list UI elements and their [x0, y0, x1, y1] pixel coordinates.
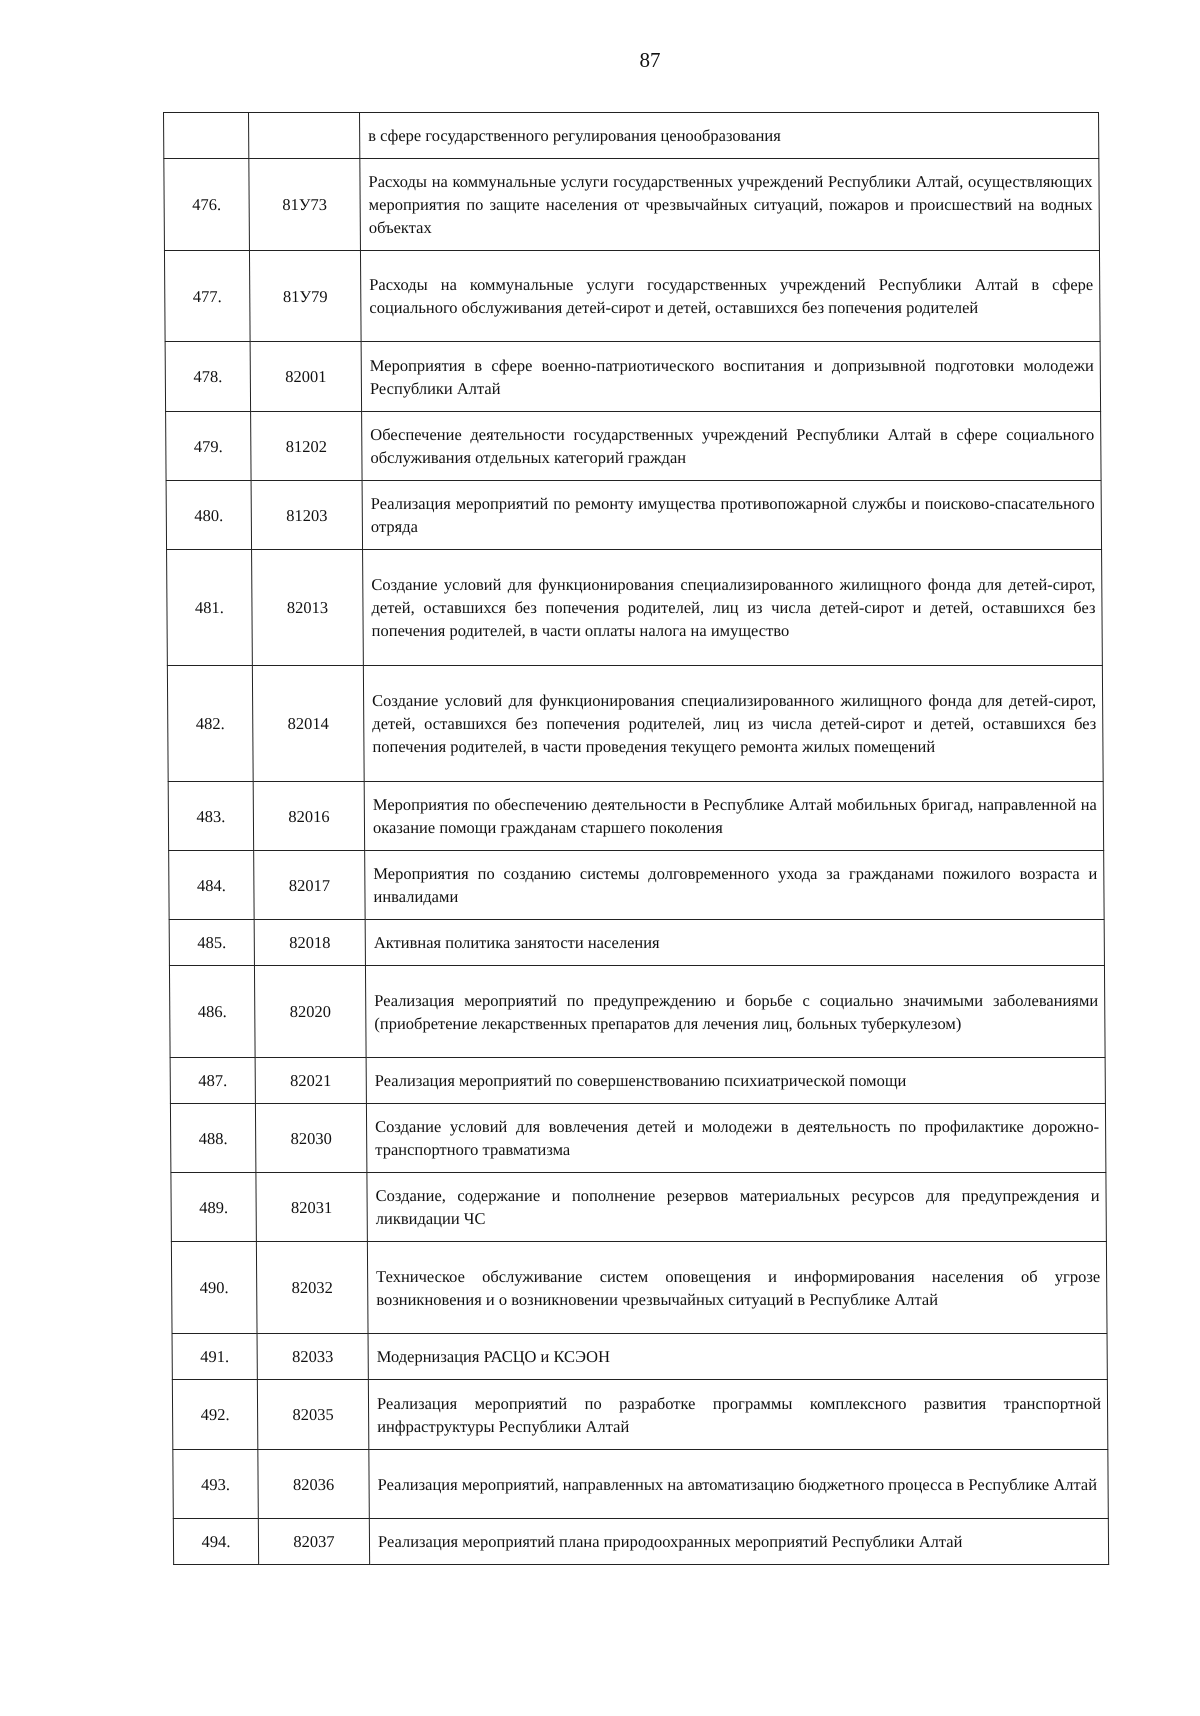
row-code-cell: 82021 — [255, 1058, 366, 1104]
row-description-cell: Мероприятия в сфере военно-патриотического воспитания и допризывной подготовки молодежи Республики Алтай — [361, 342, 1100, 412]
row-description-cell: Мероприятия по обеспечению деятельности в Республике Алтай мобильных бригад, направленной на оказание помощи гражданам старшего поколения — [364, 782, 1103, 851]
row-number-cell: 494. — [173, 1519, 258, 1565]
row-number-cell: 477. — [164, 251, 250, 342]
row-description-cell: Реализация мероприятий, направленных на автоматизацию бюджетного процесса в Республике Алтай — [369, 1450, 1108, 1519]
row-code-cell: 82017 — [254, 851, 365, 920]
row-description-cell: Реализация мероприятий по предупреждению и борьбе с социально значимыми заболеваниями (приобретение лекарственных препаратов для лечения лиц, больных туберкулезом) — [365, 966, 1105, 1058]
table-row — [167, 550, 1103, 666]
table-row — [169, 920, 1104, 966]
row-code-cell: 82036 — [258, 1450, 369, 1519]
row-number-cell: 478. — [165, 342, 250, 412]
row-code-cell: 81У79 — [249, 251, 361, 342]
row-number-cell: 487. — [170, 1058, 255, 1104]
table-row — [170, 1104, 1105, 1173]
row-number-cell: 486. — [169, 966, 255, 1058]
row-description-cell: Техническое обслуживание систем оповещения и информирования населения об угрозе возникновения и о возникновении чрезвычайных ситуаций в Республике Алтай — [367, 1242, 1107, 1334]
row-code-cell: 82013 — [252, 550, 364, 666]
row-description-cell: Расходы на коммунальные услуги государственных учреждений Республики Алтай, осуществляющих мероприятия по защите населения от чрезвычайных ситуаций, пожаров и происшествий на водных объектах — [360, 159, 1100, 251]
row-code-cell: 82030 — [255, 1104, 366, 1173]
row-description-cell: Активная политика занятости населения — [365, 920, 1104, 966]
table-row — [168, 782, 1103, 851]
row-number-cell — [164, 113, 249, 159]
row-code-cell: 82033 — [257, 1334, 368, 1380]
row-number-cell: 483. — [168, 782, 253, 851]
row-code-cell: 82018 — [254, 920, 365, 966]
table-row — [171, 1242, 1107, 1334]
row-description-cell: Создание условий для функционирования специализированного жилищного фонда для детей-сирот, детей, оставшихся без попечения родителей, лиц из числа детей-сирот и детей, оставшихся без попечения родителей, в части проведения текущего ремонта жилых помещений — [363, 666, 1103, 782]
row-code-cell: 81203 — [251, 481, 362, 550]
row-description-cell: Создание условий для функционирования специализированного жилищного фонда для детей-сирот, детей, оставшихся без попечения родителей, лиц из числа детей-сирот и детей, оставшихся без попечения родителей, в части оплаты налога на имущество — [363, 550, 1103, 666]
row-number-cell: 492. — [172, 1380, 257, 1450]
row-code-cell: 82031 — [256, 1173, 367, 1242]
budget-codes-table — [163, 112, 1109, 1565]
row-code-cell: 82016 — [253, 782, 364, 851]
row-number-cell: 476. — [164, 159, 250, 251]
row-description-cell: Расходы на коммунальные услуги государственных учреждений Республики Алтай в сфере социального обслуживания детей-сирот и детей, оставшихся без попечения родителей — [360, 251, 1100, 342]
row-description-cell: в сфере государственного регулирования ценообразования — [360, 113, 1099, 159]
row-number-cell: 479. — [166, 412, 251, 481]
row-number-cell: 489. — [171, 1173, 256, 1242]
table-row — [173, 1450, 1108, 1519]
row-description-cell: Реализация мероприятий плана природоохранных мероприятий Республики Алтай — [369, 1519, 1108, 1565]
table-row — [169, 966, 1105, 1058]
row-description-cell: Реализация мероприятий по ремонту имущества противопожарной службы и поисково-спасательного отряда — [362, 481, 1101, 550]
row-number-cell: 493. — [173, 1450, 258, 1519]
row-code-cell: 82020 — [254, 966, 366, 1058]
table-row — [171, 1173, 1106, 1242]
table-row — [166, 481, 1101, 550]
table-row — [173, 1519, 1108, 1565]
table-row — [169, 851, 1104, 920]
table-row — [164, 251, 1100, 342]
row-code-cell: 82001 — [250, 342, 361, 412]
row-number-cell: 480. — [166, 481, 251, 550]
row-number-cell: 490. — [171, 1242, 257, 1334]
row-number-cell: 488. — [170, 1104, 255, 1173]
row-code-cell: 82014 — [252, 666, 364, 782]
row-code-cell — [249, 113, 360, 159]
table-row — [164, 159, 1100, 251]
row-code-cell: 82035 — [257, 1380, 368, 1450]
table-row — [167, 666, 1103, 782]
table-row — [172, 1334, 1107, 1380]
table-row — [172, 1380, 1107, 1450]
row-description-cell: Реализация мероприятий по разработке программы комплексного развития транспортной инфраструктуры Республики Алтай — [368, 1380, 1107, 1450]
row-code-cell: 82037 — [258, 1519, 369, 1565]
row-description-cell: Обеспечение деятельности государственных учреждений Республики Алтай в сфере социального обслуживания отдельных категорий граждан — [362, 412, 1101, 481]
row-code-cell: 81У73 — [249, 159, 361, 251]
row-number-cell: 482. — [167, 666, 253, 782]
row-number-cell: 491. — [172, 1334, 257, 1380]
row-description-cell: Создание, содержание и пополнение резервов материальных ресурсов для предупреждения и ликвидации ЧС — [367, 1173, 1106, 1242]
table-row — [170, 1058, 1105, 1104]
table-row — [164, 113, 1099, 159]
table-body — [164, 113, 1109, 1565]
row-description-cell: Модернизация РАСЦО и КСЭОН — [368, 1334, 1107, 1380]
row-description-cell: Создание условий для вовлечения детей и молодежи в деятельность по профилактике дорожно-транспортного травматизма — [366, 1104, 1105, 1173]
row-number-cell: 481. — [167, 550, 253, 666]
row-description-cell: Реализация мероприятий по совершенствованию психиатрической помощи — [366, 1058, 1105, 1104]
table-row — [166, 412, 1101, 481]
page-number: 87 — [639, 48, 661, 72]
row-description-cell: Мероприятия по созданию системы долговременного ухода за гражданами пожилого возраста и инвалидами — [365, 851, 1104, 920]
row-number-cell: 484. — [169, 851, 254, 920]
row-code-cell: 81202 — [251, 412, 362, 481]
table-row — [165, 342, 1100, 412]
row-code-cell: 82032 — [256, 1242, 368, 1334]
row-number-cell: 485. — [169, 920, 254, 966]
